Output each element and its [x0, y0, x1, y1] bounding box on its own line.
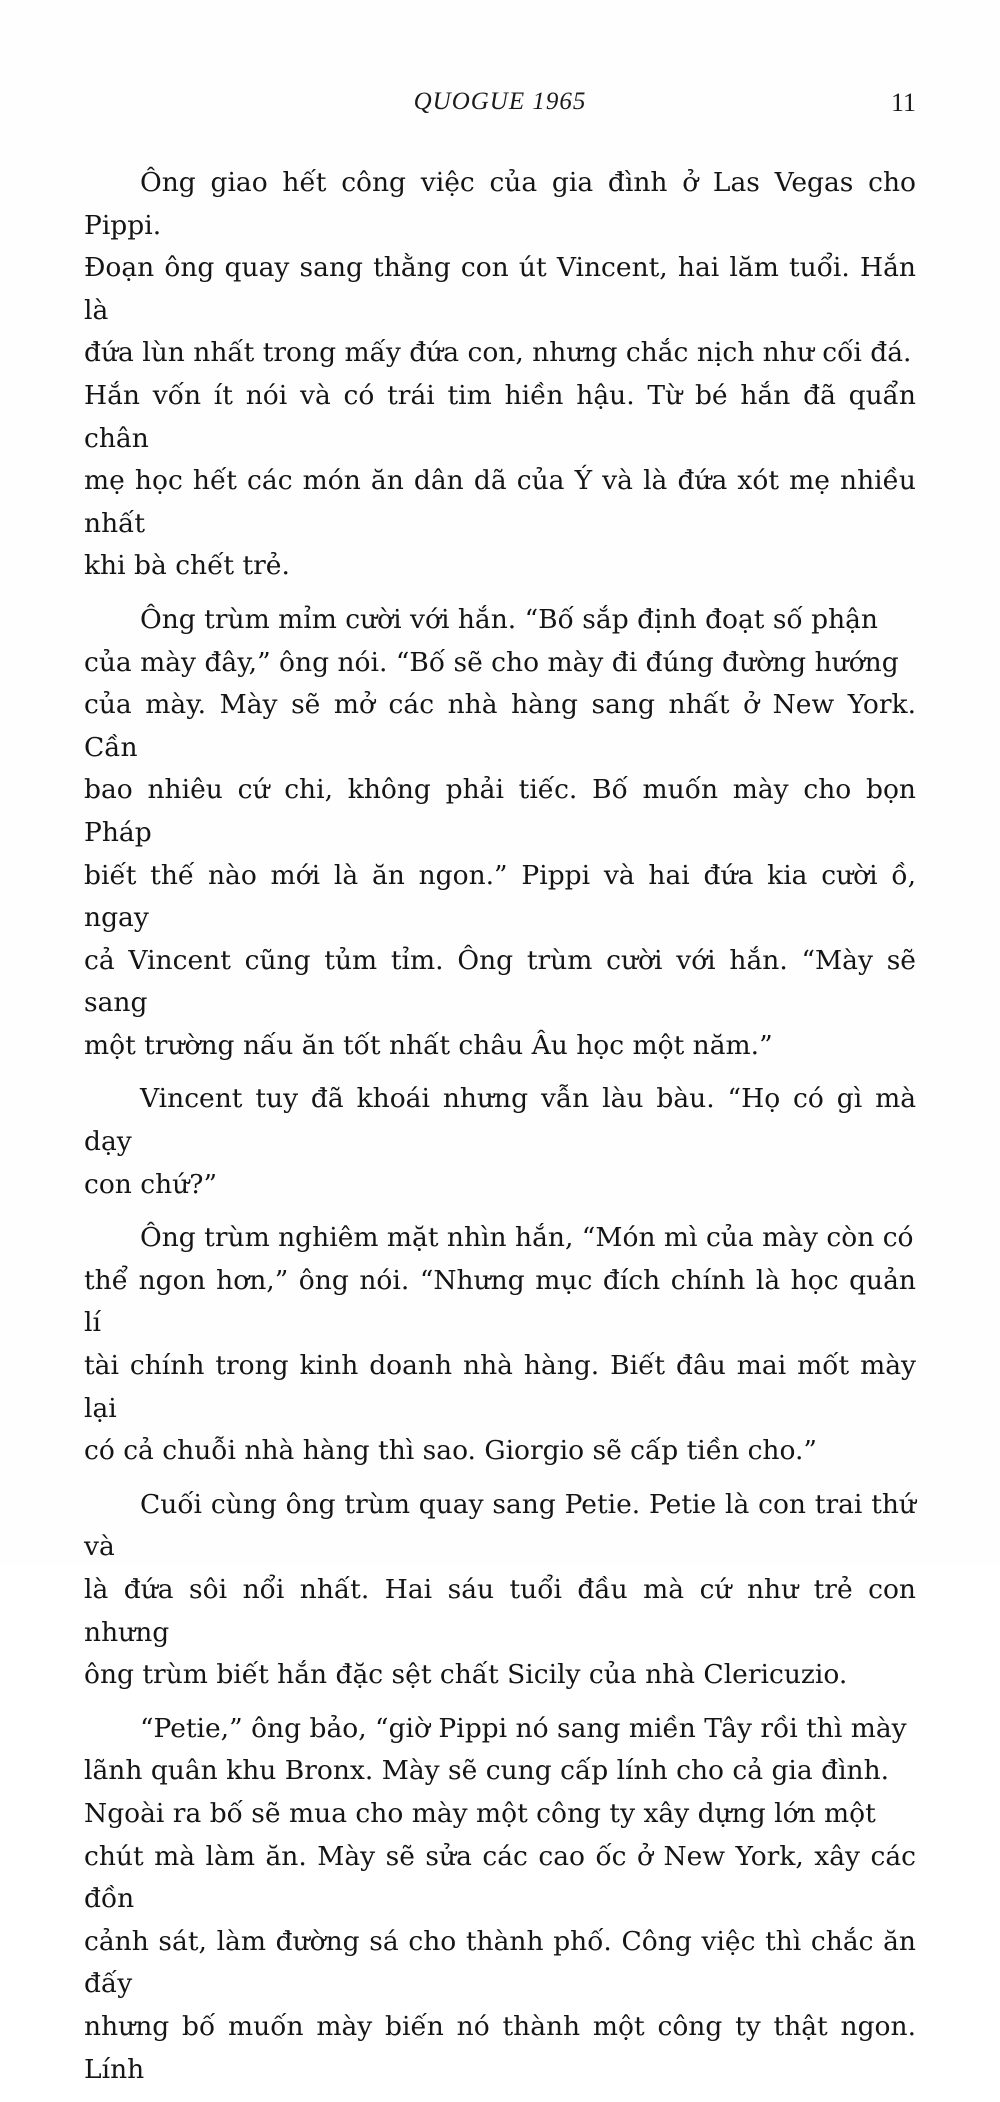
paragraph: “Petie,” ông bảo, “giờ Pippi nó sang miền Tây rồi thì mày lãnh quân khu Bronx. Mày sẽ cung cấp lính cho cả gia đình. Ngoài ra bố sẽ mua cho mày một công ty xây dựng lớn một chút mà làm ăn. Mày sẽ sửa các cao ốc ở New York, xây các đồn cảnh sát, làm đường sá cho thành phố. Công việc thì chắc ăn đấy nhưng bố muốn mày biến nó thành một công ty thật ngon. Lính — [84, 1712, 916, 2085]
paragraph: Vincent tuy đã khoái nhưng vẫn làu bàu. “Họ có gì mà dạy con chứ?” — [84, 1083, 916, 1200]
running-title: QUOGUE 1965 — [413, 88, 587, 115]
paragraph: Ông trùm nghiêm mặt nhìn hắn, “Món mì của mày còn có thể ngon hơn,” ông nói. “Nhưng mục đích chính là học quản lí tài chính trong kinh doanh nhà hàng. Biết đâu mai mốt mày lại có cả chuỗi nhà hàng thì sao. Giorgio sẽ cấp tiền cho.” — [84, 1222, 916, 1467]
paragraph: Cuối cùng ông trùm quay sang Petie. Petie là con trai thứ và là đứa sôi nổi nhất. Hai sáu tuổi đầu mà cứ như trẻ con nhưng ông trùm biết hắn đặc sệt chất Sicily của nhà Clericuzio. — [84, 1488, 916, 1691]
paragraph: Ông giao hết công việc của gia đình ở Las Vegas cho Pippi. Đoạn ông quay sang thằng con út Vincent, hai lăm tuổi. Hắn là đứa lùn nhất trong mấy đứa con, nhưng chắc nịch như cối đá. Hắn vốn ít nói và có trái tim hiền hậu. Từ bé hắn đã quẩn chân mẹ học hết các món ăn dân dã của Ý và là đứa xót mẹ nhiều nhất khi bà chết trẻ. — [84, 167, 916, 582]
page-number: 11 — [890, 88, 916, 117]
body-text — [84, 162, 916, 2102]
running-header — [80, 88, 920, 128]
paragraph: Ông trùm mỉm cười với hắn. “Bố sắp định đoạt số phận của mày đây,” ông nói. “Bố sẽ cho mày đi đúng đường hướng của mày. Mày sẽ mở các nhà hàng sang nhất ở New York. Cần bao nhiêu cứ chi, không phải tiếc. Bố muốn mày cho bọn Pháp biết thế nào mới là ăn ngon.” Pippi và hai đứa kia cười ồ, ngay cả Vincent cũng tủm tỉm. Ông trùm cười với hắn. “Mày sẽ sang một trường nấu ăn tốt nhất châu Âu học một năm.” — [84, 603, 916, 1061]
